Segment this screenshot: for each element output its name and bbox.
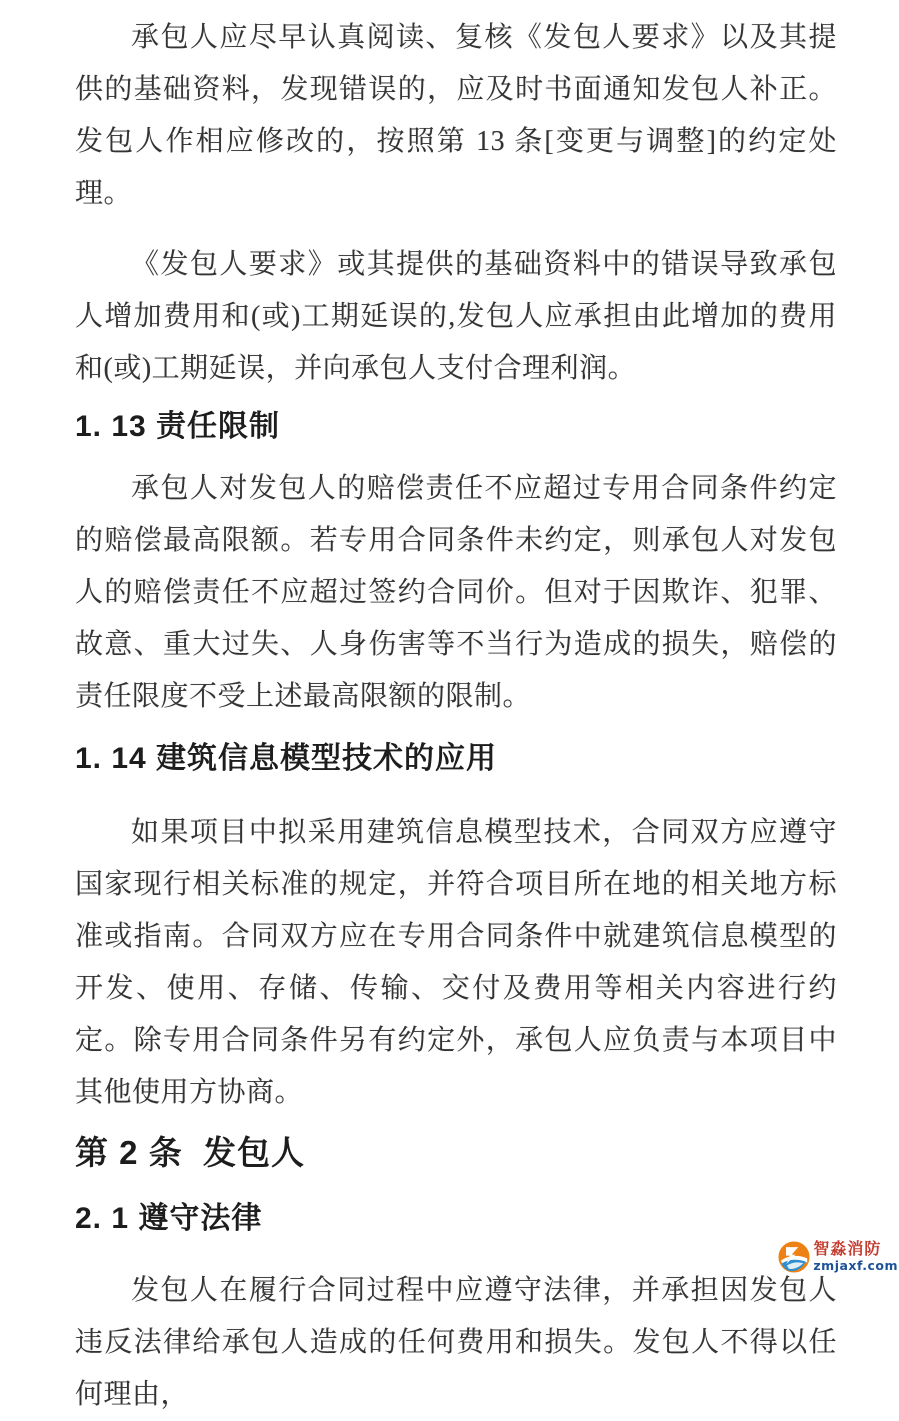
heading-article-2-employer: 第 2 条 发包人: [75, 1134, 306, 1171]
heading-section-2-1-law-compliance: 2. 1 遵守法律: [75, 1202, 263, 1235]
watermark-site-url: zmjaxf.com: [813, 1257, 898, 1273]
paragraph-contractor-review-obligation: 承包人应尽早认真阅读、复核《发包人要求》以及其提供的基础资料，发现错误的，应及时书面通知发包人补正。发包人作相应修改的，按照第 13 条[变更与调整]的约定处理。: [75, 22, 837, 209]
watermark: [778, 1241, 898, 1273]
paragraph-bim-application: 如果项目中拟采用建筑信息模型技术，合同双方应遵守国家现行相关标准的规定，并符合项目所在地的相关地方标准或指南。合同双方应在专用合同条件中就建筑信息模型的开发、使用、存储、传输、交付及费用等相关内容进行约定。除专用合同条件另有约定外，承包人应负责与本项目中其他使用方协商。: [75, 817, 837, 1108]
paragraph-liability-limit: 承包人对发包人的赔偿责任不应超过专用合同条件约定的赔偿最高限额。若专用合同条件未约定，则承包人对发包人的赔偿责任不应超过签约合同价。但对于因欺诈、犯罪、故意、重大过失、人身伤害等不当行为造成的损失，赔偿的责任限度不受上述最高限额的限制。: [75, 473, 837, 712]
watermark-brand-name: 智淼消防: [813, 1240, 882, 1258]
paragraph-employer-requirement-errors: 《发包人要求》或其提供的基础资料中的错误导致承包人增加费用和(或)工期延误的,发包人应承担由此增加的费用和(或)工期延误，并向承包人支付合理利润。: [75, 249, 837, 384]
heading-section-1-14-bim-technology: 1. 14 建筑信息模型技术的应用: [75, 742, 498, 775]
paragraph-employer-law-compliance: 发包人在履行合同过程中应遵守法律，并承担因发包人违反法律给承包人造成的任何费用和损失。发包人不得以任何理由，: [75, 1275, 837, 1410]
watermark-text-block: [813, 1242, 898, 1273]
heading-section-1-13-liability-limit: 1. 13 责任限制: [75, 410, 281, 443]
zhimiao-fire-logo-icon: [778, 1241, 810, 1273]
